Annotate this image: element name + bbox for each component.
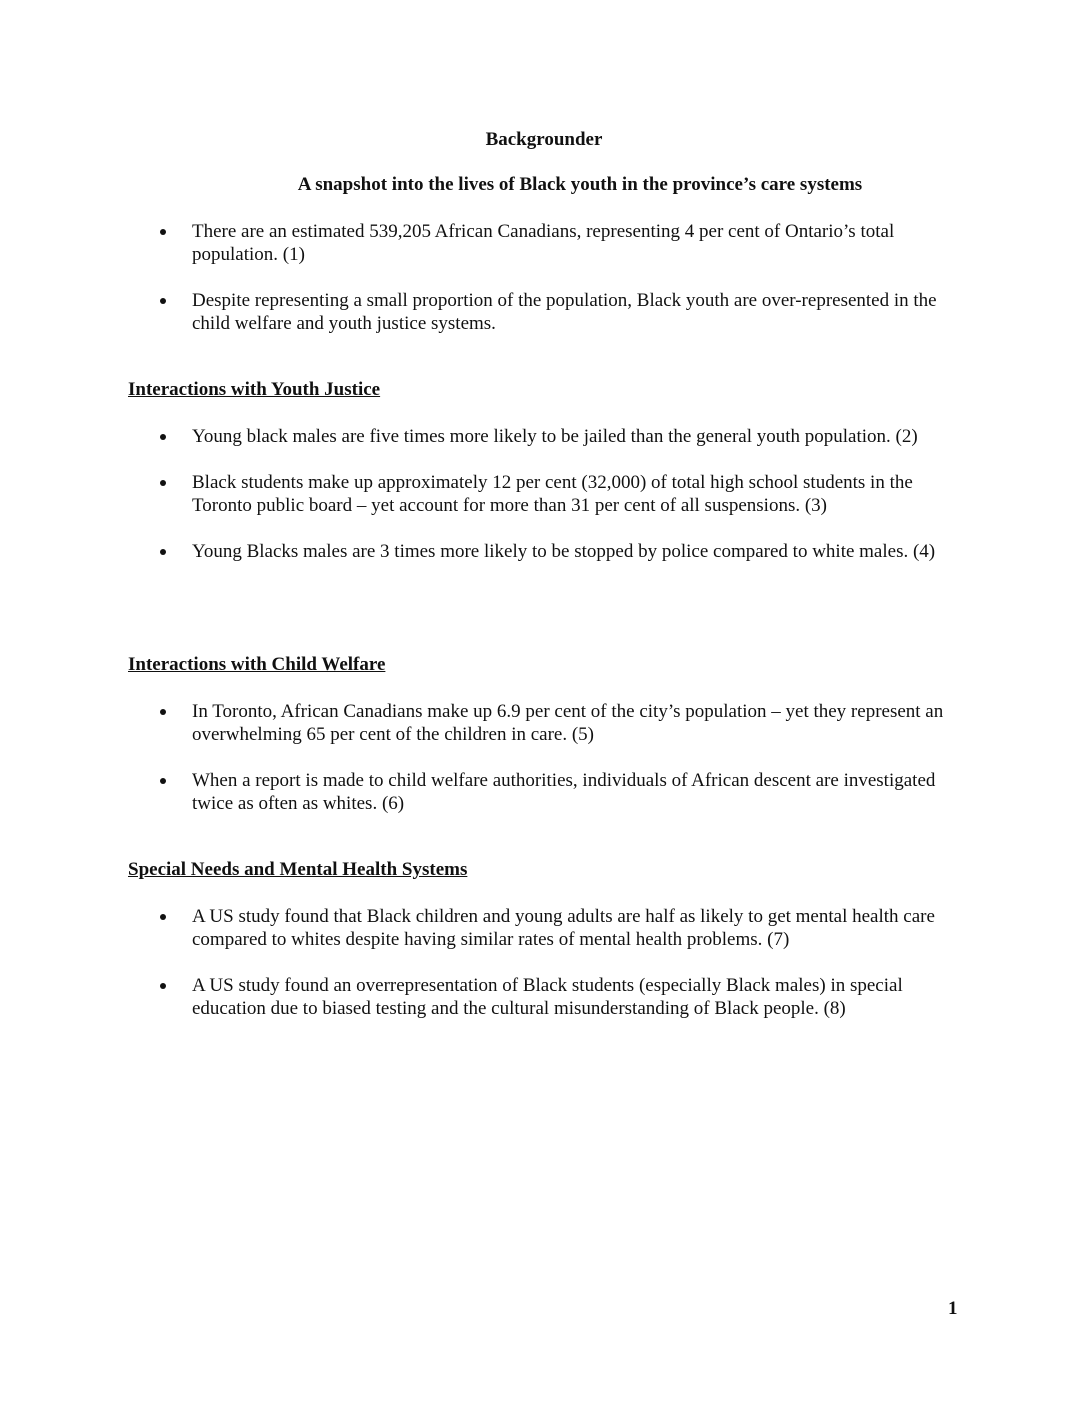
intro-bullet-list [128,220,968,358]
bullet-text: Young Blacks males are 3 times more likely to be stopped by police compared to white males. (4) [192,541,936,562]
document-subtitle: A snapshot into the lives of Black youth in the province’s care systems [297,174,863,195]
bullet-text: When a report is made to child welfare authorities, individuals of African descent are investigated twice as often as whites. (6) [192,770,936,814]
section-heading-youth-justice: Interactions with Youth Justice [128,379,381,400]
bullet-text: A US study found an overrepresentation of Black students (especially Black males) in special education due to biased testing and the cultural misunderstanding of Black people. (8) [192,975,903,1019]
bullet-text: In Toronto, African Canadians make up 6.9 per cent of the city’s population – yet they represent an overwhelming 65 per cent of the children in care. (5) [192,701,944,745]
list-item [128,540,968,563]
bullet-text: Black students make up approximately 12 per cent (32,000) of total high school students in the Toronto public board – yet account for more than 31 per cent of all suspensions. (3) [192,472,913,516]
list-item [128,471,968,517]
list-item [128,289,968,335]
bullet-text: A US study found that Black children and young adults are half as likely to get mental health care compared to whites despite having similar rates of mental health problems. (7) [192,906,935,950]
bullet-icon [160,229,166,235]
bullet-icon [160,914,166,920]
bullet-icon [160,709,166,715]
bullet-text: There are an estimated 539,205 African Canadians, representing 4 per cent of Ontario’s total population. (1) [192,221,895,265]
bullet-text: Young black males are five times more likely to be jailed than the general youth population. (2) [192,426,918,447]
page-number: 1 [948,1298,958,1319]
list-item [128,700,968,746]
bullet-icon [160,298,166,304]
list-item [128,905,968,951]
child-welfare-bullet-list [128,700,968,838]
bullet-icon [160,434,166,440]
list-item [128,220,968,266]
special-needs-bullet-list [128,905,968,1043]
bullet-icon [160,480,166,486]
section-heading-special-needs: Special Needs and Mental Health Systems [128,859,468,880]
document-title: Backgrounder [485,129,603,150]
list-item [128,974,968,1020]
bullet-icon [160,549,166,555]
list-item [128,425,968,448]
section-heading-child-welfare: Interactions with Child Welfare [128,654,386,675]
bullet-icon [160,778,166,784]
bullet-text: Despite representing a small proportion of the population, Black youth are over-represented in the child welfare and youth justice systems. [192,290,937,334]
bullet-icon [160,983,166,989]
list-item [128,769,968,815]
youth-justice-bullet-list [128,425,968,586]
